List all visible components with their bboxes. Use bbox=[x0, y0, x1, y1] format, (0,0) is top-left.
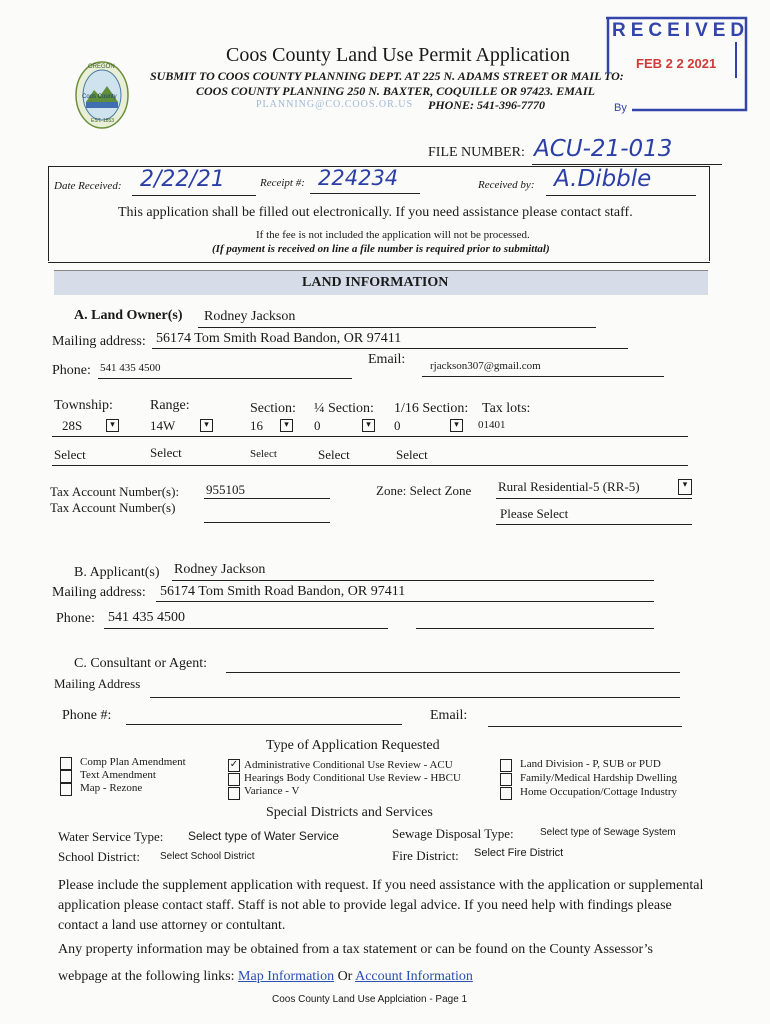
land-phone-line bbox=[98, 378, 352, 379]
zone-label: Zone: Select Zone bbox=[376, 483, 472, 498]
file-number-line bbox=[532, 164, 722, 165]
home-occupation-checkbox[interactable] bbox=[500, 787, 512, 800]
land-email[interactable]: rjackson307@gmail.com bbox=[430, 360, 541, 372]
stamp-text: RECEIVED bbox=[612, 20, 750, 41]
applicant-email-line bbox=[416, 628, 654, 629]
water-select[interactable]: Select type of Water Service bbox=[188, 829, 339, 843]
applicant-name-line bbox=[172, 580, 654, 581]
fee-note: If the fee is not included the application will not be processed. bbox=[256, 229, 530, 241]
tax-account-label-2: Tax Account Number(s) bbox=[50, 500, 176, 515]
fire-label: Fire District: bbox=[392, 848, 459, 863]
file-number-label: FILE NUMBER: bbox=[428, 145, 525, 160]
applicant-phone[interactable]: 541 435 4500 bbox=[108, 610, 185, 625]
consultant-phone-label: Phone #: bbox=[62, 708, 112, 723]
land-email-line bbox=[422, 376, 664, 377]
hardship-dwelling-label: Family/Medical Hardship Dwelling bbox=[520, 772, 678, 784]
school-label: School District: bbox=[58, 849, 140, 864]
range-label: Range: bbox=[150, 398, 190, 413]
land-owner-line bbox=[198, 327, 596, 328]
date-received-line bbox=[132, 195, 256, 196]
township-value[interactable]: 28S bbox=[62, 418, 83, 433]
applicant-name[interactable]: Rodney Jackson bbox=[174, 562, 266, 577]
applicant-phone-label: Phone: bbox=[56, 611, 95, 626]
map-information-link[interactable]: Map Information bbox=[238, 969, 335, 984]
school-select[interactable]: Select School District bbox=[160, 851, 255, 862]
section-value[interactable]: 16 bbox=[250, 418, 263, 433]
zone-value-2[interactable]: Please Select bbox=[500, 506, 569, 521]
received-by: A.Dibble bbox=[554, 166, 652, 192]
consultant-mailing-label: Mailing Address bbox=[54, 676, 141, 691]
sixteenth-section-select[interactable]: Select bbox=[396, 447, 428, 462]
zone-line bbox=[496, 498, 692, 499]
township-row-line bbox=[52, 436, 688, 437]
quarter-section-select[interactable]: Select bbox=[318, 447, 350, 462]
date-received-label: Date Received: bbox=[54, 180, 122, 192]
header-email[interactable]: PLANNING@CO.COOS.OR.US bbox=[256, 99, 414, 110]
zone-value[interactable]: Rural Residential-5 (RR-5) bbox=[498, 479, 640, 494]
sixteenth-section-label: 1/16 Section: bbox=[394, 401, 469, 416]
land-email-label: Email: bbox=[368, 352, 406, 367]
hbcu-checkbox[interactable] bbox=[228, 773, 240, 786]
land-info-title: LAND INFORMATION bbox=[302, 275, 449, 290]
received-by-line bbox=[546, 195, 696, 196]
receipt-line bbox=[310, 193, 420, 194]
stamp-by: By bbox=[614, 102, 627, 114]
property-info-text-2: webpage at the following links: bbox=[58, 969, 235, 984]
land-mailing-label: Mailing address: bbox=[52, 334, 146, 349]
seal-middle-text: Coos County bbox=[82, 94, 117, 100]
sewage-select[interactable]: Select type of Sewage System bbox=[540, 827, 676, 838]
land-owner-label: A. Land Owner(s) bbox=[74, 308, 183, 323]
property-info-text-1: Any property information may be obtained from a tax statement or can be found on the County Assessor’s bbox=[58, 942, 653, 957]
home-occupation-label: Home Occupation/Cottage Industry bbox=[520, 786, 678, 798]
header-line-1: SUBMIT TO COOS COUNTY PLANNING DEPT. AT 225 N. ADAMS STREET OR MAIL TO: bbox=[150, 69, 624, 83]
land-division-label: Land Division - P, SUB or PUD bbox=[520, 758, 661, 770]
range-select[interactable]: Select bbox=[150, 445, 182, 460]
sixteenth-section-value[interactable]: 0 bbox=[394, 418, 401, 433]
consultant-mailing-line bbox=[150, 697, 680, 698]
receipt-label: Receipt #: bbox=[260, 177, 305, 189]
applicant-label: B. Applicant(s) bbox=[74, 565, 160, 580]
property-info-line-2 bbox=[58, 969, 473, 985]
applicant-mailing[interactable]: 56174 Tom Smith Road Bandon, OR 97411 bbox=[160, 584, 406, 599]
fee-note-2: (If payment is received on line a file number is required prior to submittal) bbox=[212, 243, 550, 255]
land-phone[interactable]: 541 435 4500 bbox=[100, 362, 161, 374]
file-number: ACU-21-013 bbox=[534, 136, 673, 162]
land-mailing[interactable]: 56174 Tom Smith Road Bandon, OR 97411 bbox=[156, 331, 402, 346]
applicant-mailing-label: Mailing address: bbox=[52, 585, 146, 600]
zone-dropdown-icon[interactable]: ▾ bbox=[678, 479, 692, 495]
water-label: Water Service Type: bbox=[58, 829, 164, 844]
zone-line-2 bbox=[496, 524, 692, 525]
consultant-line bbox=[226, 672, 680, 673]
county-seal bbox=[74, 60, 130, 130]
sixteenth-section-dropdown-icon[interactable]: ▾ bbox=[450, 419, 463, 432]
tax-lots-value[interactable]: 01401 bbox=[478, 419, 506, 431]
or-text: Or bbox=[337, 969, 353, 984]
land-mailing-line bbox=[152, 348, 628, 349]
text-amendment-label: Text Amendment bbox=[80, 769, 156, 781]
consultant-email-line bbox=[488, 726, 682, 727]
applicant-phone-line bbox=[104, 628, 388, 629]
header-line-2: COOS COUNTY PLANNING 250 N. BAXTER, COQUILLE OR 97423. EMAIL bbox=[196, 84, 595, 98]
stamp-date: FEB 2 2 2021 bbox=[636, 56, 717, 71]
township-select[interactable]: Select bbox=[54, 447, 86, 462]
map-rezone-checkbox[interactable] bbox=[60, 783, 72, 796]
tax-account-value[interactable]: 955105 bbox=[206, 482, 245, 497]
section-label: Section: bbox=[250, 401, 296, 416]
variance-checkbox[interactable] bbox=[228, 787, 240, 800]
tax-lots-label: Tax lots: bbox=[482, 401, 531, 416]
range-dropdown-icon[interactable]: ▾ bbox=[200, 419, 213, 432]
received-by-label: Received by: bbox=[478, 179, 535, 191]
acu-checkbox[interactable]: ✓ bbox=[229, 759, 239, 770]
tax-account-line bbox=[204, 498, 330, 499]
sewage-label: Sewage Disposal Type: bbox=[392, 826, 514, 841]
tax-account-label: Tax Account Number(s): bbox=[50, 484, 180, 499]
seal-top-text: OREGON bbox=[88, 64, 115, 70]
districts-title: Special Districts and Services bbox=[266, 805, 433, 820]
land-phone-label: Phone: bbox=[52, 363, 91, 378]
seal-bottom-text: EST. 1853 bbox=[91, 118, 115, 124]
consultant-email-label: Email: bbox=[430, 708, 468, 723]
section-dropdown-icon[interactable]: ▾ bbox=[280, 419, 293, 432]
land-division-checkbox[interactable] bbox=[500, 759, 512, 772]
township-label: Township: bbox=[54, 398, 113, 413]
account-information-link[interactable]: Account Information bbox=[355, 969, 473, 984]
page-title: Coos County Land Use Permit Application bbox=[226, 44, 570, 66]
range-value[interactable]: 14W bbox=[150, 418, 176, 433]
acu-label: Administrative Conditional Use Review - ACU bbox=[244, 759, 453, 771]
quarter-section-dropdown-icon[interactable]: ▾ bbox=[362, 419, 375, 432]
land-owner[interactable]: Rodney Jackson bbox=[204, 309, 296, 324]
applicant-mailing-line bbox=[156, 601, 654, 602]
quarter-section-value[interactable]: 0 bbox=[314, 418, 321, 433]
hardship-dwelling-checkbox[interactable] bbox=[500, 773, 512, 786]
instruction-text: This application shall be filled out electronically. If you need assistance please contact staff. bbox=[118, 205, 633, 220]
select-row-line bbox=[52, 465, 688, 466]
section-select[interactable]: Select bbox=[250, 448, 277, 460]
supplement-paragraph: Please include the supplement application with request. If you need assistance with the application or supplemental application please contact staff. Staff is not able to provide legal advice. If you need help with findings please contact a land use attorney or contultant. bbox=[58, 878, 704, 933]
hbcu-label: Hearings Body Conditional Use Review - HBCU bbox=[244, 772, 461, 784]
application-type-title: Type of Application Requested bbox=[266, 738, 440, 753]
variance-label: Variance - V bbox=[244, 785, 300, 797]
header-phone: PHONE: 541-396-7770 bbox=[428, 98, 545, 112]
page-footer: Coos County Land Use Applciation - Page 1 bbox=[272, 994, 468, 1005]
received-stamp bbox=[596, 12, 756, 120]
text-amendment-checkbox[interactable] bbox=[60, 770, 72, 783]
consultant-label: C. Consultant or Agent: bbox=[74, 656, 207, 671]
date-received: 2/22/21 bbox=[140, 167, 225, 192]
comp-plan-label: Comp Plan Amendment bbox=[80, 756, 186, 768]
township-dropdown-icon[interactable]: ▾ bbox=[106, 419, 119, 432]
quarter-section-label: ¼ Section: bbox=[314, 401, 374, 416]
fire-select[interactable]: Select Fire District bbox=[474, 847, 564, 859]
receipt-number: 224234 bbox=[318, 166, 399, 190]
tax-account-line-2 bbox=[204, 522, 330, 523]
comp-plan-checkbox[interactable] bbox=[60, 757, 72, 770]
map-rezone-label: Map - Rezone bbox=[80, 782, 143, 794]
consultant-phone-line bbox=[126, 724, 402, 725]
office-box-bottom bbox=[48, 262, 710, 263]
